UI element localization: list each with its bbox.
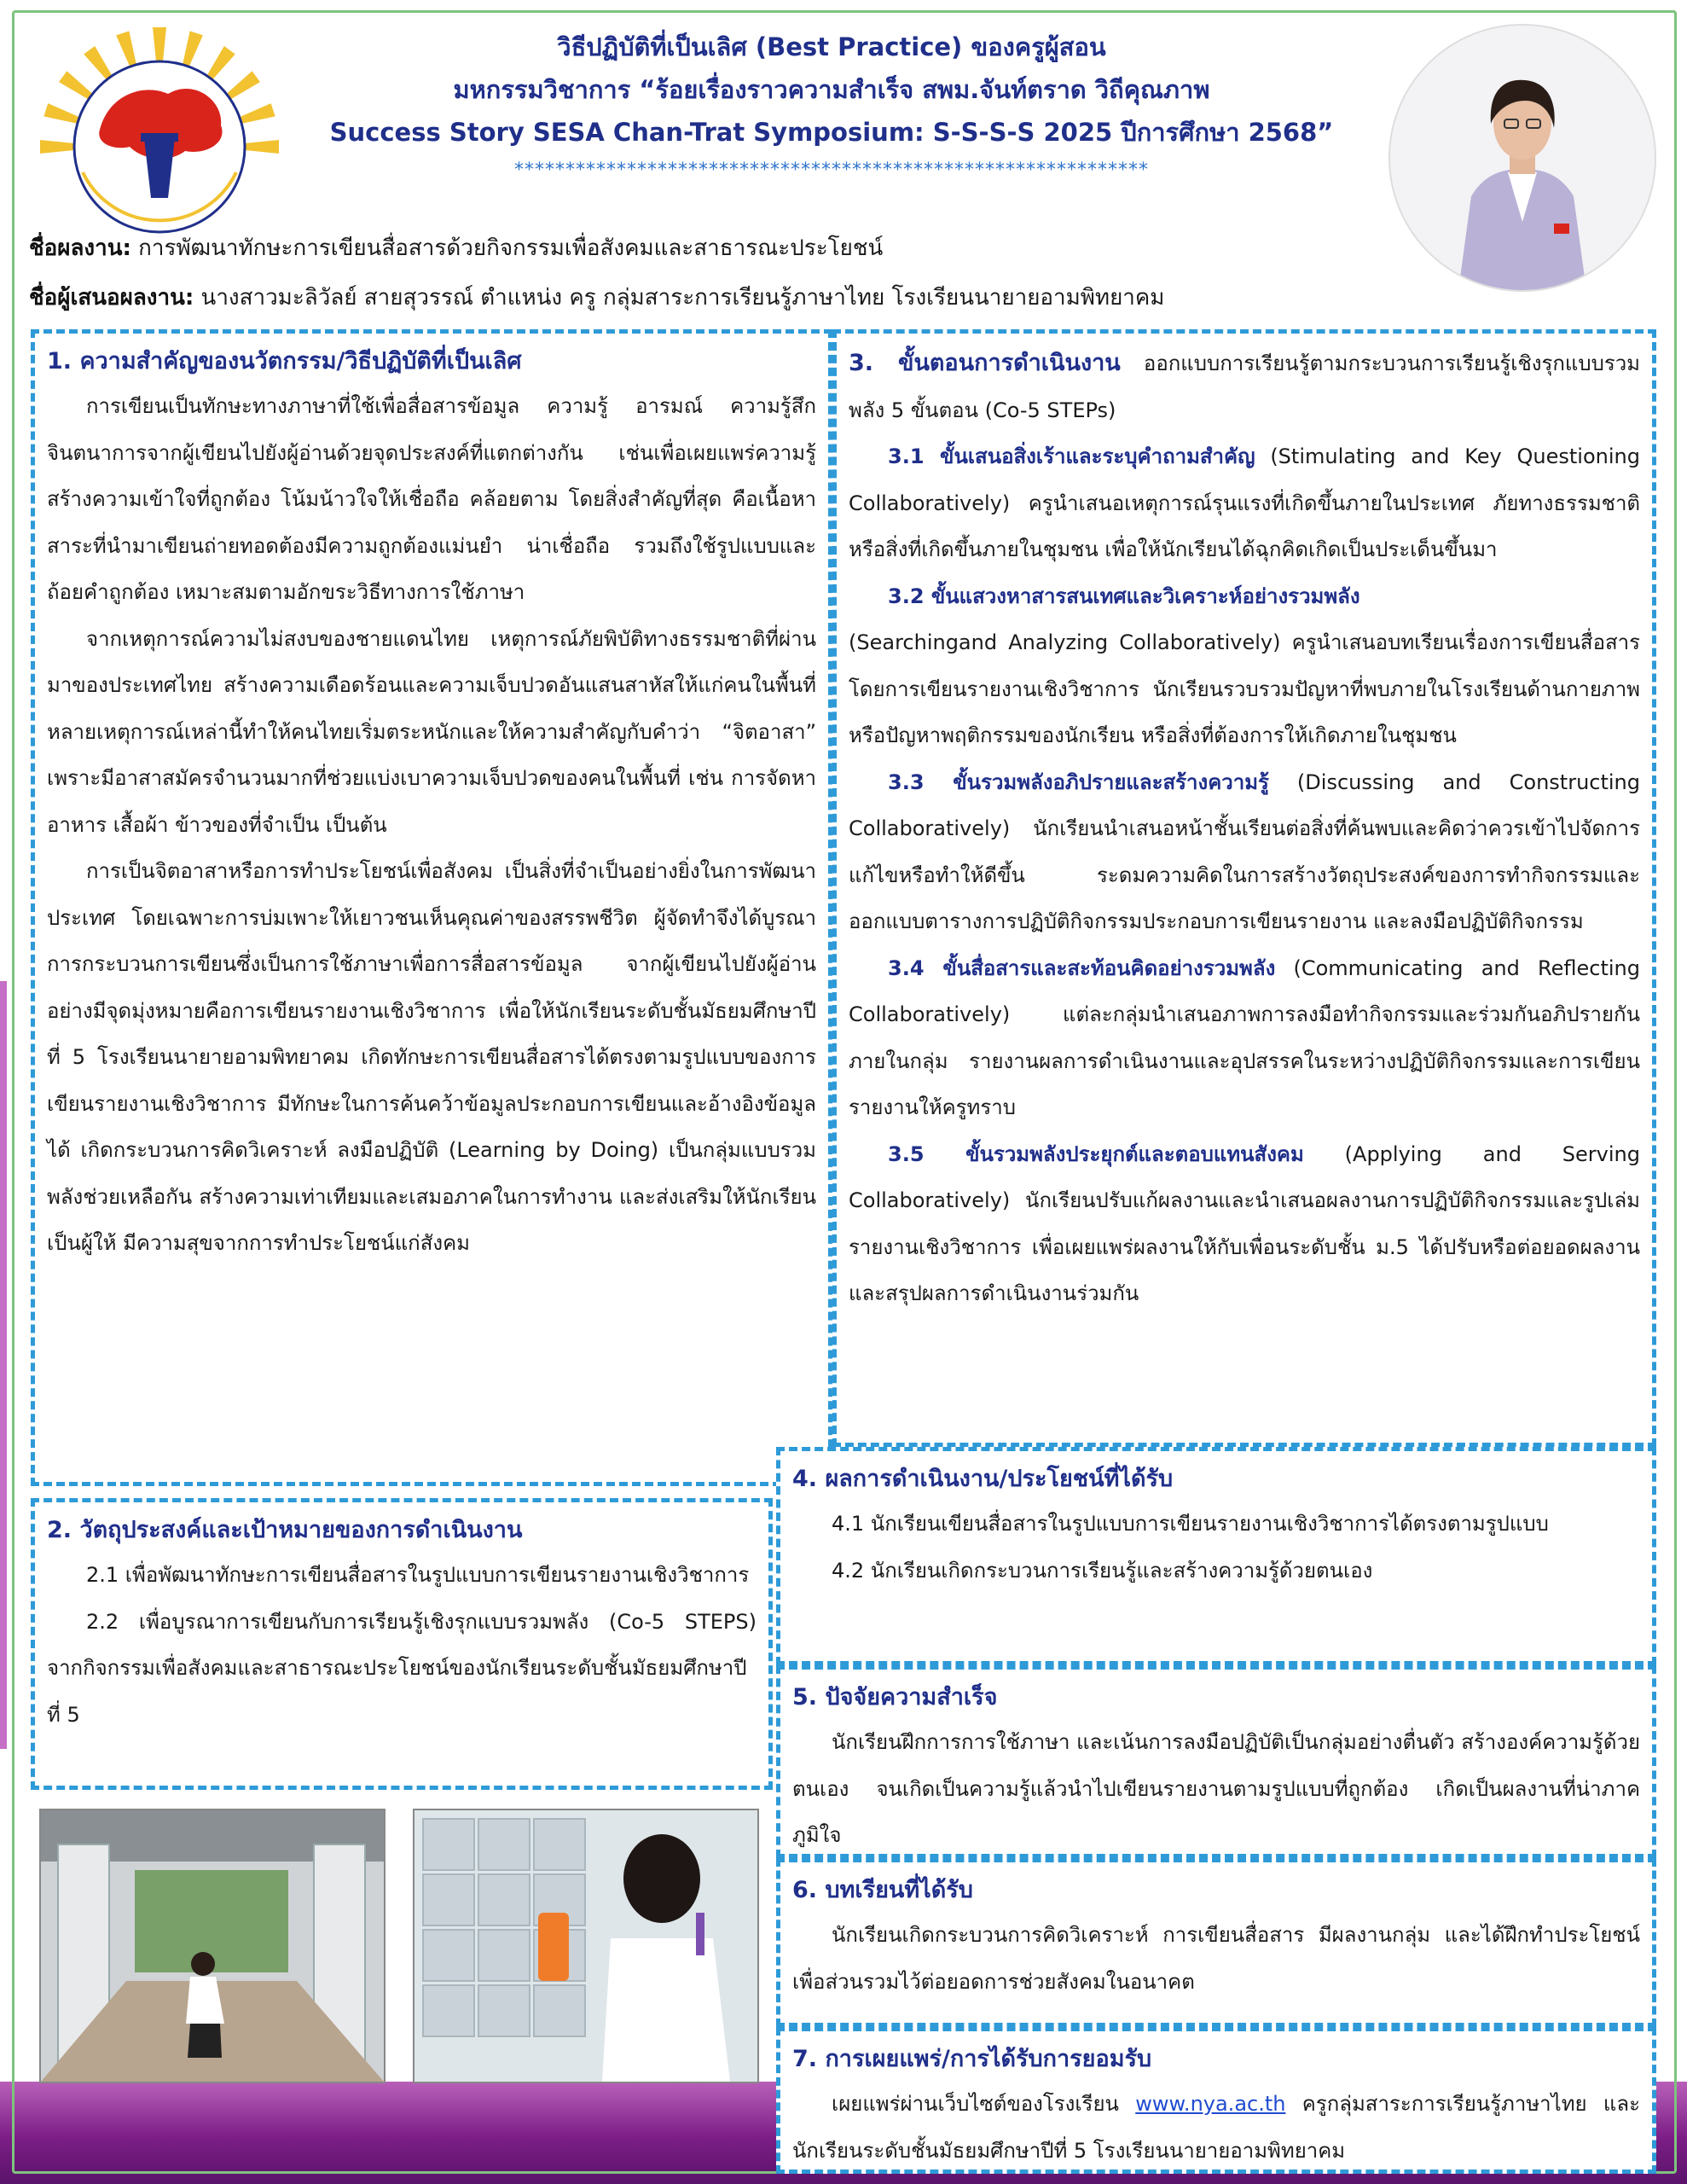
step-3-3 <box>849 759 1640 945</box>
presenter-value: นางสาวมะลิวัลย์ สายสุวรรณ์ ตำแหน่ง ครู กลุ่มสาระการเรียนรู้ภาษาไทย โรงเรียนนายายอามพิทยาคม <box>200 285 1165 311</box>
section-2-heading: 2. วัตถุประสงค์และเป้าหมายของการดำเนินงาน <box>47 1517 523 1543</box>
step-3-5-text: (Applying and Serving Collaboratively) นักเรียนปรับแก้ผลงานและนำเสนอผลงานการปฏิบัติกิจกรรมและรูปเล่มรายงานเชิงวิชาการ เพื่อเผยแพร่ผลงานให้กับเพื่อนระดับชั้น ม.5 ได้ปรับหรือต่อยอดผลงาน และสรุปผลการดำเนินงานร่วมกัน <box>849 1141 1640 1305</box>
step-3-2-text: (Searchingand Analyzing Collaboratively) ครูนำเสนอบทเรียนเรื่องการเขียนสื่อสาร โดยการเขียนรายงานเชิงวิชาการ นักเรียนรวบรวมปัญหาที่พบภายในโรงเรียนด้านกายภาพ หรือปัญหาพฤติกรรมของนักเรียน หรือสิ่งที่ต้องการให้เกิดภายในชุมชน <box>849 630 1640 747</box>
section-2-item-2: 2.2 เพื่อบูรณาการเขียนกับการเรียนรู้เชิงรุกแบบรวมพลัง (Co-5 STEPS) จากกิจกรรมเพื่อสังคมและสาธารณะประโยชน์ของนักเรียนระดับชั้นมัธยมศึกษาปีที่ 5 <box>47 1609 757 1727</box>
section-procedure <box>832 329 1656 1447</box>
page-header <box>290 26 1373 188</box>
step-3-1-title: 3.1 ขั้นเสนอสิ่งเร้าและระบุคำถามสำคัญ <box>888 444 1255 468</box>
students-cleaning-floor-photo <box>39 1809 386 2083</box>
project-title-value: การพัฒนาทักษะการเขียนสื่อสารด้วยกิจกรรมเพื่อสังคมและสาธารณะประโยชน์ <box>138 235 884 261</box>
section-lessons-learned <box>776 1858 1656 2027</box>
section-importance <box>31 329 832 1486</box>
header-star-divider: ************************************************************** <box>514 160 1149 181</box>
step-3-3-title: 3.3 ขั้นรวมพลังอภิปรายและสร้างความรู้ <box>888 770 1269 794</box>
step-3-4 <box>849 945 1640 1131</box>
step-3-5 <box>849 1131 1640 1317</box>
section-4-item-1: 4.1 นักเรียนเขียนสื่อสารในรูปแบบการเขียนรายงานเชิงวิชาการได้ตรงตามรูปแบบ <box>832 1512 1549 1536</box>
section-7-paragraph <box>792 2081 1640 2174</box>
step-3-1 <box>849 433 1640 573</box>
section-4-item-2: 4.2 นักเรียนเกิดกระบวนการเรียนรู้และสร้างความรู้ด้วยตนเอง <box>832 1558 1373 1583</box>
section-3-intro: ออกแบบการเรียนรู้ตามกระบวนการเรียนรู้เชิงรุกแบบรวมพลัง 5 ขั้นตอน (Co-5 STEPs) <box>849 351 1641 422</box>
section-objectives <box>31 1498 773 1790</box>
step-3-2-title-line <box>849 573 1640 620</box>
presenter-line <box>29 280 1164 315</box>
section-5-heading: 5. ปัจจัยความสำเร็จ <box>792 1684 998 1711</box>
school-torch-logo-icon <box>36 19 283 266</box>
left-purple-stripe <box>0 981 7 1749</box>
section-7-text-a: เผยแพร่ผ่านเว็บไซต์ของโรงเรียน <box>832 2092 1136 2116</box>
section-3-heading: 3. ขั้นตอนการดำเนินงาน <box>849 350 1121 376</box>
step-3-5-title: 3.5 ขั้นรวมพลังประยุกต์และตอบแทนสังคม <box>888 1141 1304 1166</box>
section-7-heading: 7. การเผยแพร่/การได้รับการยอมรับ <box>792 2046 1152 2072</box>
section-4-heading: 4. ผลการดำเนินงาน/ประโยชน์ที่ได้รับ <box>792 1466 1174 1492</box>
student-cleaning-glass-wall-photo <box>413 1809 759 2083</box>
step-3-1-text: (Stimulating and Key Questioning Collaboratively) ครูนำเสนอเหตุการณ์รุนแรงที่เกิดขึ้นภายในประเทศ ภัยทางธรรมชาติ หรือสิ่งที่เกิดขึ้นภายในชุมชน เพื่อให้นักเรียนได้ฉุกคิดเกิดเป็นประเด็นขึ้นมา <box>849 444 1640 561</box>
school-website-link[interactable]: www.nya.ac.th <box>1135 2092 1286 2116</box>
section-1-paragraph-2: จากเหตุการณ์ความไม่สงบของชายแดนไทย เหตุการณ์ภัยพิบัติทางธรรมชาติที่ผ่านมาของประเทศไทย สร้างความเดือดร้อนและความเจ็บปวดอันแสนสาหัสให้แก่คนในพื้นที่ หลายเหตุการณ์เหล่านี้ทำให้คนไทยเริ่มตระหนักและให้ความสำคัญกับคำว่า “จิตอาสา” เพราะมีอาสาสมัครจำนวนมากที่ช่วยแบ่งเบาความเจ็บปวดของคนในพื้นที่ เช่น การจัดหาอาหาร เสื้อผ้า ข้าวของที่จำเป็น เป็นต้น <box>47 626 816 837</box>
section-2-item-1: 2.1 เพื่อพัฒนาทักษะการเขียนสื่อสารในรูปแบบการเขียนรายงานเชิงวิชาการ <box>86 1563 750 1587</box>
header-line-1: วิธีปฏิบัติที่เป็นเลิศ (Best Practice) ของครูผู้สอน <box>557 32 1106 61</box>
header-line-2: มหกรรมวิชาการ “ร้อยเรื่องราวความสำเร็จ สพม.จันท์ตราด วิถีคุณภาพ <box>453 75 1210 104</box>
activity-photos <box>39 1809 764 2080</box>
section-5-paragraph: นักเรียนฝึกการการใช้ภาษา และเน้นการลงมือปฏิบัติเป็นกลุ่มอย่างตื่นตัว สร้างองค์ความรู้ด้วยตนเอง จนเกิดเป็นความรู้แล้วนำไปเขียนรายงานตามรูปแบบที่ถูกต้อง เกิดเป็นผลงานที่น่าภาคภูมิใจ <box>792 1730 1640 1847</box>
step-3-4-text: (Communicating and Reflecting Collaboratively) แต่ละกลุ่มนำเสนอภาพการลงมือทำกิจกรรมและร่วมกันอภิปรายกันภายในกลุ่ม รายงานผลการดำเนินงานและอุปสรรคในระหว่างปฏิบัติกิจกรรมและการเขียนรายงานให้ครูทราบ <box>849 956 1640 1119</box>
step-3-2-title: 3.2 ขั้นแสวงหาสารสนเทศและวิเคราะห์อย่างรวมพลัง <box>888 584 1360 608</box>
header-line-3: Success Story SESA Chan-Trat Symposium: S-S-S-S 2025 ปีการศึกษา 2568” <box>329 118 1334 147</box>
project-title-line <box>29 230 883 265</box>
step-3-4-title: 3.4 ขั้นสื่อสารและสะท้อนคิดอย่างรวมพลัง <box>888 956 1276 980</box>
step-3-3-text: (Discussing and Constructing Collaboratively) นักเรียนนำเสนอหน้าชั้นเรียนต่อสิ่งที่ค้นพบและคิดว่าควรเข้าไปจัดการแก้ไขหรือทำให้ดีขึ้น ระดมความคิดในการสร้างวัตถุประสงค์ของการทำกิจกรรมและออกแบบตารางการปฏิบัติกิจกรรมประกอบการเขียนรายงาน และลงมือปฏิบัติกิจกรรม <box>849 770 1640 933</box>
section-results <box>776 1447 1656 1665</box>
project-title-label: ชื่อผลงาน: <box>29 235 131 261</box>
section-1-paragraph-1: การเขียนเป็นทักษะทางภาษาที่ใช้เพื่อสื่อสารข้อมูล ความรู้ อารมณ์ ความรู้สึก จินตนาการจากผู้เขียนไปยังผู้อ่านด้วยจุดประสงค์ที่แตกต่างกัน เช่นเพื่อเผยแพร่ความรู้ สร้างความเข้าใจที่ถูกต้อง โน้มน้าวใจให้เชื่อถือ คล้อยตาม โดยสิ่งสำคัญที่สุด คือเนื้อหาสาระที่นำมาเขียนถ่ายทอดต้องมีความถูกต้องแม่นยำ น่าเชื่อถือ รวมถึงใช้รูปแบบและถ้อยคำถูกต้อง เหมาะสมตามอักขระวิธีทางการใช้ภาษา <box>47 394 816 604</box>
section-6-paragraph: นักเรียนเกิดกระบวนการคิดวิเคราะห์ การเขียนสื่อสาร มีผลงานกลุ่ม และได้ฝึกทำประโยชน์เพื่อส่วนรวมไว้ต่อยอดการช่วยสังคมในอนาคต <box>792 1923 1640 1994</box>
teacher-portrait-photo <box>1388 24 1656 292</box>
section-1-heading: 1. ความสำคัญของนวัตกรรม/วิธีปฏิบัติที่เป็นเลิศ <box>47 348 522 375</box>
section-6-heading: 6. บทเรียนที่ได้รับ <box>792 1877 973 1903</box>
section-3-intro-paragraph <box>849 340 1640 433</box>
section-1-paragraph-3: การเป็นจิตอาสาหรือการทำประโยชน์เพื่อสังคม เป็นสิ่งที่จำเป็นอย่างยิ่งในการพัฒนาประเทศ โดยเฉพาะการบ่มเพาะให้เยาวชนเห็นคุณค่าของสรรพชีวิต ผู้จัดทำจึงได้บูรณาการกระบวนการเขียนซึ่งเป็นการใช้ภาษาเพื่อการสื่อสารข้อมูล จากผู้เขียนไปยังผู้อ่านอย่างมีจุดมุ่งหมายคือการเขียนรายงานเชิงวิชาการ เพื่อให้นักเรียนระดับชั้นมัธยมศึกษาปีที่ 5 โรงเรียนนายายอามพิทยาคม เกิดทักษะการเขียนสื่อสารได้ตรงตามรูปแบบของการเขียนรายงานเชิงวิชาการ มีทักษะในการค้นคว้าข้อมูลประกอบการเขียนและอ้างอิงข้อมูลได้ เกิดกระบวนการคิดวิเคราะห์ ลงมือปฏิบัติ (Learning by Doing) เป็นกลุ่มแบบรวมพลังช่วยเหลือกัน สร้างความเท่าเทียมและเสมอภาคในการทำงาน และส่งเสริมให้นักเรียนเป็นผู้ให้ มีความสุขจากการทำประโยชน์แก่สังคม <box>47 859 816 1255</box>
section-success-factors <box>776 1665 1656 1858</box>
presenter-label: ชื่อผู้เสนอผลงาน: <box>29 285 194 311</box>
section-7-text-b: ครูกลุ่มสาระการเรียนรู้ภาษาไทย และนักเรียนระดับชั้นมัธยมศึกษาปีที่ 5 โรงเรียนนายายอามพิทยาคม <box>792 2092 1640 2163</box>
section-dissemination <box>776 2027 1656 2174</box>
